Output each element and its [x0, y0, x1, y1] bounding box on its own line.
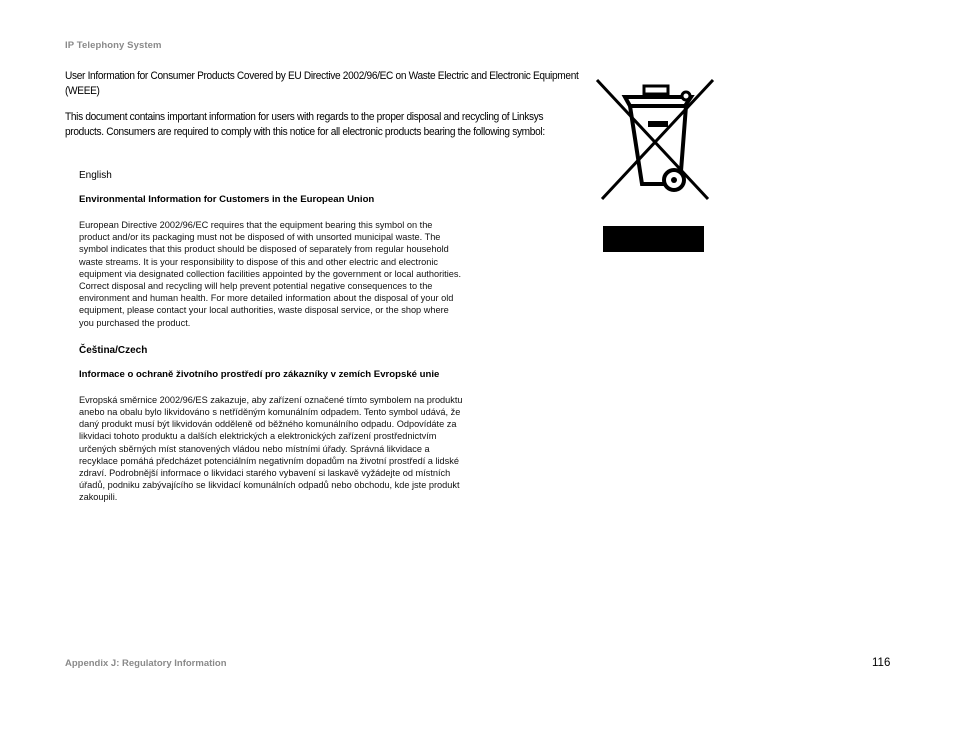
language-czech: Čeština/Czech — [79, 344, 148, 356]
document-header: IP Telephony System — [65, 40, 162, 51]
czech-heading: Informace o ochraně životního prostředí pro zákazníky v zemích Evropské unie — [79, 368, 440, 380]
language-english: English — [79, 170, 112, 181]
crossed-out-wheelie-bin-icon — [592, 76, 718, 204]
weee-notice-scan — [79, 166, 464, 504]
english-text: European Directive 2002/96/EC requires that the equipment bearing this symbol on the product and/or its packaging must not be disposed of with unsorted municipal waste. The symbol indicates that this product should be disposed of separately from regular household waste streams. It is your responsibility to dispose of this and other electric and electronic equipment via designated collection facilities appointed by the government or local authorities. Correct disposal and recycling will help prevent potential negative consequences to the environment and human health. For more detailed information about the disposal of your old equipment, please contact your local authorities, waste disposal service, or the shop where you purchased the product. — [79, 220, 462, 328]
czech-text: Evropská směrnice 2002/96/ES zakazuje, aby zařízení označené tímto symbolem na produktu anebo na obalu bylo likvidováno s netříděným komunálním odpadem. Tento symbol udává, že daný produkt musí být likvidován odděleně od běžného komunálního odpadu. Odpovídáte za likvidaci tohoto produktu a dalších elektrických a elektronických zařízení prostřednictvím určených sběrných míst stanovených vládou nebo místními úřady. Správná likvidace a recyklace pomáhá předcházet potenciálním negativním dopadům na životní prostředí a lidské zdraví. Podrobnější informace o likvidaci starého vybavení si laskavě vyžádejte od místních úřadů, podniku zabývajícího se likvidací komunálních odpadů nebo obchodu, kde jste produkt zakoupili. — [79, 394, 463, 503]
english-heading: Environmental Information for Customers in the European Union — [79, 194, 375, 205]
weee-intro: This document contains important information for users with regards to the proper disposal and recycling of Linksys products. Consumers are required to comply with this notice for all electronic products bearing the following symbol: — [65, 111, 545, 138]
weee-title: User Information for Consumer Products Covered by EU Directive 2002/96/EC on Waste Electric and Electronic Equipment (WEEE) — [65, 70, 579, 97]
footer-section: Appendix J: Regulatory Information — [65, 658, 227, 669]
page-number: 116 — [872, 657, 891, 669]
symbol-black-bar — [603, 226, 704, 252]
